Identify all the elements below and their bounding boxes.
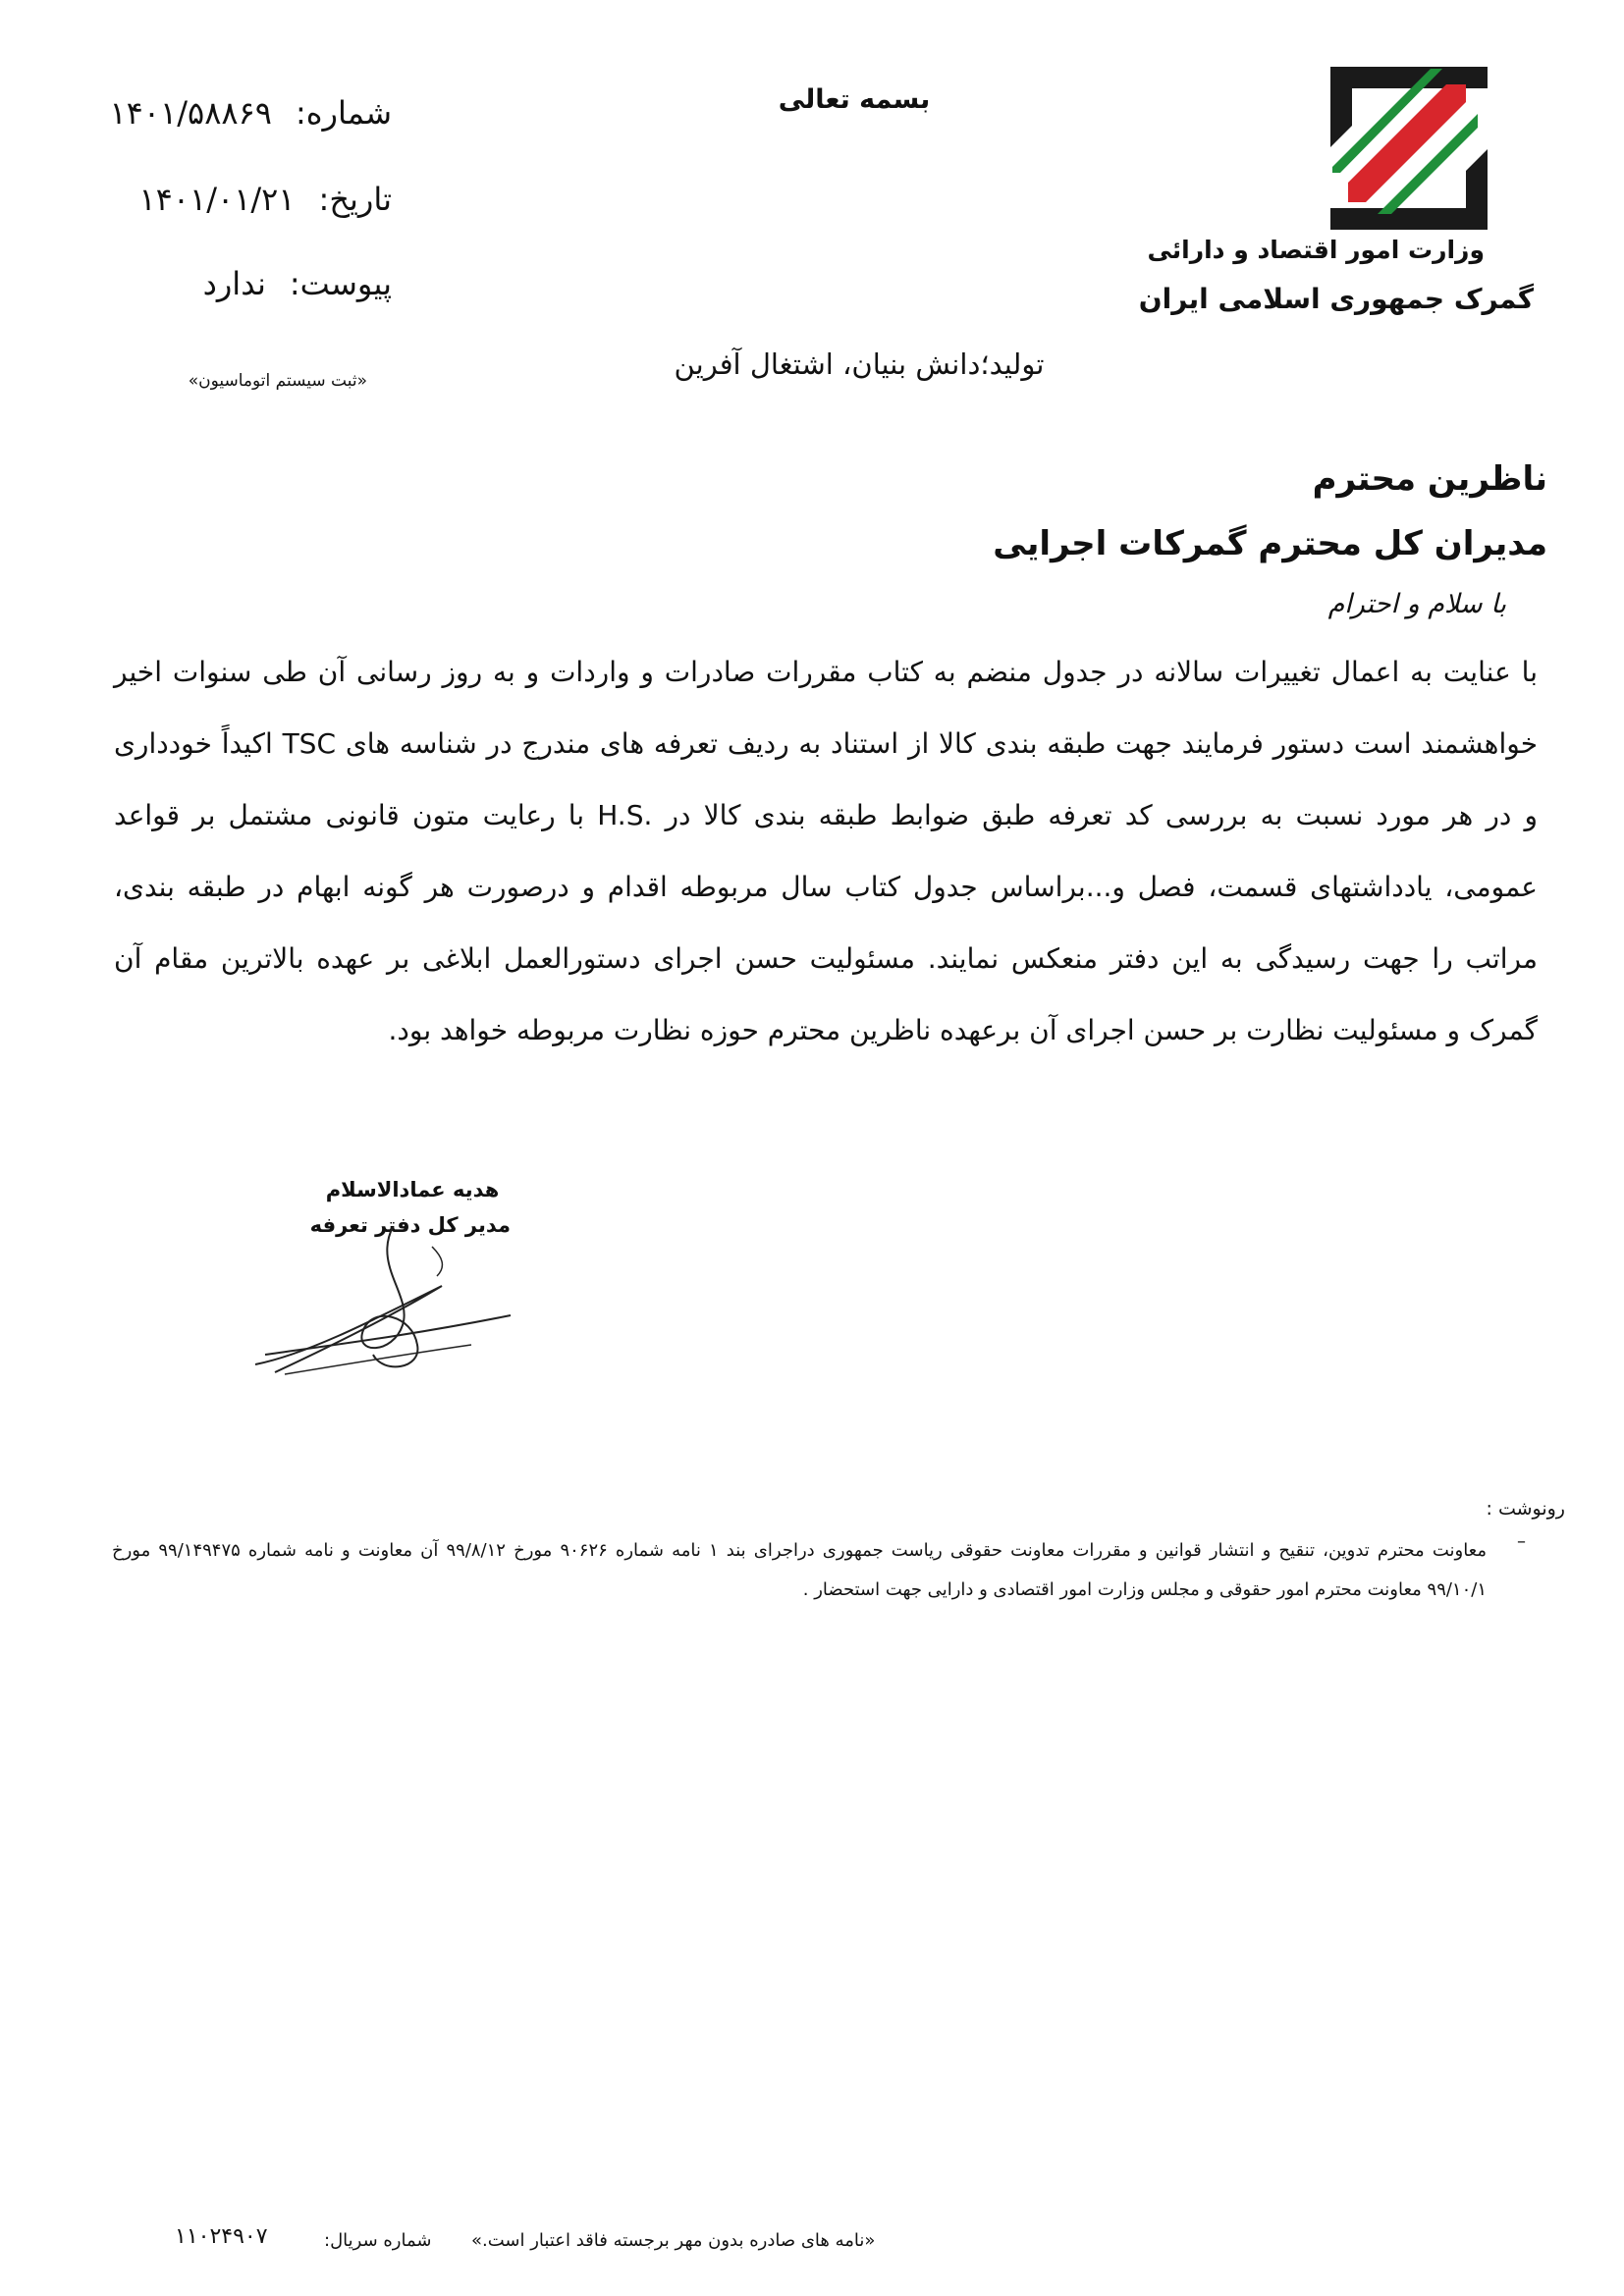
cc-dash: –: [1517, 1531, 1526, 1552]
cc-text: معاونت محترم تدوین، تنقیح و انتشار قوانین و مقررات معاونت حقوقی ریاست جمهوری دراجرای بند ۱ نامه شماره ۹۰۶۲۶ مورخ ۹۹/۸/۱۲ آن معاونت و نامه شماره ۹۹/۱۴۹۴۷۵ مورخ ۹۹/۱۰/۱ معاونت محترم امور حقوقی و مجلس وزارت امور اقتصادی و دارایی جهت استحضار .: [112, 1540, 1488, 1600]
signatory-title: مدیر کل دفتر تعرفه: [309, 1213, 511, 1237]
letter-number-label: شماره:: [295, 94, 392, 132]
signature-icon: [245, 1207, 520, 1384]
bismillah: بسمه تعالی: [778, 84, 931, 115]
cc-title: رونوشت :: [1486, 1498, 1565, 1520]
letter-attachment: [203, 265, 392, 302]
footer-note: «نامه های صادره بدون مهر برجسته فاقد اعتبار است.»: [471, 2230, 876, 2251]
slogan: تولید؛دانش بنیان، اشتغال آفرین: [674, 347, 1045, 381]
addressee-line-2: مدیران کل محترم گمرکات اجرایی: [993, 524, 1547, 563]
addressee-line-1: ناظرین محترم: [1312, 459, 1547, 499]
serial-value: ۱۱۰۲۴۹۰۷: [175, 2224, 268, 2249]
letter-date: [138, 181, 392, 218]
letter-date-label: تاریخ:: [318, 181, 392, 218]
letter-number-value: ۱۴۰۱/۵۸۸۶۹: [109, 94, 272, 132]
automation-note: «ثبت سیستم اتوماسیون»: [188, 371, 367, 391]
serial-label: شماره سریال:: [324, 2230, 432, 2251]
customs-logo-icon: [1330, 67, 1488, 230]
letter-attachment-label: پیوست:: [289, 265, 392, 302]
organization-name: گمرک جمهوری اسلامی ایران: [1138, 283, 1534, 315]
letter-number: [109, 94, 392, 132]
letter-date-value: ۱۴۰۱/۰۱/۲۱: [138, 181, 296, 218]
letter-attachment-value: ندارد: [202, 265, 266, 302]
ministry-name: وزارت امور اقتصاد و دارائی: [1147, 236, 1485, 264]
greeting: با سلام و احترام: [1327, 589, 1506, 619]
letter-body: با عنایت به اعمال تغییرات سالانه در جدول منضم به کتاب مقررات صادرات و واردات و به روز رسانی آن طی سنوات اخیر خواهشمند است دستور فرمایند جهت طبقه بندی کالا از استناد به ردیف تعرفه های مندرج در شناسه های TSC اکیداً خودداری و در هر مورد نسبت به بررسی کد تعرفه طبق ضوابط طبقه بندی کالا در .H.S با رعایت متون قانونی مشتمل بر قواعد عمومی، یادداشتهای قسمت، فصل و...براساس جدول کتاب سال مربوطه اقدام و درصورت هر گونه ابهام در طبقه بندی، مراتب را جهت رسیدگی به این دفتر منعکس نمایند. مسئولیت حسن اجرای دستورالعمل ابلاغی بر عهده بالاترین مقام آن گمرک و مسئولیت نظارت بر حسن اجرای آن برعهده ناظرین محترم حوزه نظارت مربوطه خواهد بود.: [114, 656, 1539, 1046]
signatory-name: هدیه عمادالاسلام: [325, 1178, 500, 1201]
